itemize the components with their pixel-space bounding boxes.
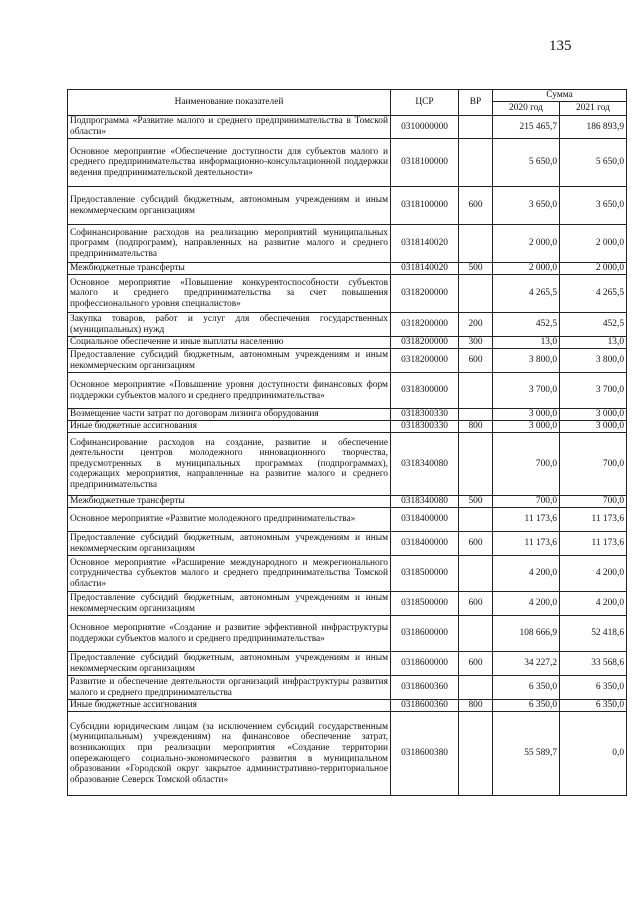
row-csr-code: 0318600380 <box>391 712 459 796</box>
row-amount-2021: 3 650,0 <box>560 187 627 225</box>
row-csr-code: 0318300330 <box>391 421 459 433</box>
header-2020: 2020 год <box>493 102 560 116</box>
row-amount-2020: 11 173,6 <box>493 508 560 532</box>
row-amount-2020: 3 800,0 <box>493 349 560 373</box>
row-csr-code: 0318340080 <box>391 433 459 496</box>
row-amount-2020: 34 227,2 <box>493 652 560 676</box>
table-row <box>68 508 627 532</box>
row-vr-code <box>459 225 493 263</box>
row-amount-2021: 0,0 <box>560 712 627 796</box>
row-amount-2020: 11 173,6 <box>493 532 560 556</box>
row-amount-2020: 3 700,0 <box>493 373 560 409</box>
row-name: Софинансирование расходов на реализацию мероприятий муниципальных программ (подпрограмм), направленных на развитие малого и среднего предпринимательства <box>68 225 391 263</box>
row-amount-2021: 4 265,5 <box>560 275 627 313</box>
row-name: Возмещение части затрат по договорам лизинга оборудования <box>68 409 391 421</box>
row-csr-code: 0318600000 <box>391 652 459 676</box>
row-csr-code: 0318140020 <box>391 263 459 275</box>
row-vr-code <box>459 676 493 700</box>
row-amount-2020: 13,0 <box>493 337 560 349</box>
row-vr-code: 800 <box>459 421 493 433</box>
row-csr-code: 0318340080 <box>391 496 459 508</box>
header-csr: ЦСР <box>391 90 459 116</box>
row-name: Субсидии юридическим лицам (за исключением субсидий государственным (муниципальным) учреждениям) на финансовое обеспечение затрат, возникающих при реализации мероприятия «Создание территории опережающего социально-экономического развития в муниципальном образовании «Городской округ закрытое административно-территориальное образование Северск Томской области» <box>68 712 391 796</box>
row-csr-code: 0318100000 <box>391 187 459 225</box>
row-amount-2021: 3 800,0 <box>560 349 627 373</box>
row-amount-2021: 6 350,0 <box>560 676 627 700</box>
table-row <box>68 275 627 313</box>
row-amount-2020: 6 350,0 <box>493 700 560 712</box>
table-row <box>68 712 627 796</box>
row-amount-2021: 700,0 <box>560 433 627 496</box>
row-amount-2020: 4 265,5 <box>493 275 560 313</box>
table-row <box>68 676 627 700</box>
row-amount-2021: 3 000,0 <box>560 421 627 433</box>
row-vr-code: 500 <box>459 496 493 508</box>
table-row <box>68 373 627 409</box>
row-vr-code: 300 <box>459 337 493 349</box>
row-vr-code <box>459 275 493 313</box>
row-vr-code: 600 <box>459 652 493 676</box>
row-csr-code: 0318200000 <box>391 337 459 349</box>
row-amount-2020: 6 350,0 <box>493 676 560 700</box>
row-name: Социальное обеспечение и иные выплаты населению <box>68 337 391 349</box>
row-amount-2021: 11 173,6 <box>560 532 627 556</box>
row-vr-code <box>459 433 493 496</box>
row-name: Межбюджетные трансферты <box>68 496 391 508</box>
row-vr-code <box>459 508 493 532</box>
row-vr-code <box>459 116 493 139</box>
row-csr-code: 0318500000 <box>391 556 459 592</box>
row-csr-code: 0318300000 <box>391 373 459 409</box>
row-name: Основное мероприятие «Расширение международного и межрегионального сотрудничества субъектов малого и среднего предпринимательства Томской области» <box>68 556 391 592</box>
row-amount-2020: 700,0 <box>493 433 560 496</box>
table-row <box>68 409 627 421</box>
row-vr-code <box>459 556 493 592</box>
row-csr-code: 0318600360 <box>391 700 459 712</box>
row-csr-code: 0318200000 <box>391 349 459 373</box>
row-name: Закупка товаров, работ и услуг для обеспечения государственных (муниципальных) нужд <box>68 313 391 337</box>
row-name: Основное мероприятие «Повышение конкурентоспособности субъектов малого и среднего предпринимательства за счет повышения профессионального уровня специалистов» <box>68 275 391 313</box>
table-row <box>68 652 627 676</box>
row-amount-2021: 3 000,0 <box>560 409 627 421</box>
header-name: Наименование показателей <box>68 90 391 116</box>
row-name: Софинансирование расходов на создание, развитие и обеспечение деятельности центров молодежного инновационного творчества, предусмотренных в муниципальных программах (подпрограммах), содержащих мероприятия, направленные на развитие малого и среднего предпринимательства <box>68 433 391 496</box>
table-row <box>68 421 627 433</box>
row-vr-code: 600 <box>459 349 493 373</box>
table-row <box>68 263 627 275</box>
row-amount-2021: 186 893,9 <box>560 116 627 139</box>
row-name: Основное мероприятие «Создание и развитие эффективной инфраструктуры поддержки субъектов малого и среднего предпринимательства» <box>68 616 391 652</box>
row-name: Иные бюджетные ассигнования <box>68 700 391 712</box>
row-amount-2021: 4 200,0 <box>560 592 627 616</box>
row-csr-code: 0318100000 <box>391 139 459 187</box>
row-vr-code <box>459 373 493 409</box>
row-amount-2020: 3 650,0 <box>493 187 560 225</box>
table-row <box>68 313 627 337</box>
row-name: Предоставление субсидий бюджетным, автономным учреждениям и иным некоммерческим организациям <box>68 532 391 556</box>
table-row <box>68 225 627 263</box>
row-amount-2021: 452,5 <box>560 313 627 337</box>
row-amount-2021: 13,0 <box>560 337 627 349</box>
table-row <box>68 532 627 556</box>
table-row <box>68 349 627 373</box>
row-vr-code <box>459 409 493 421</box>
row-csr-code: 0318200000 <box>391 313 459 337</box>
row-name: Иные бюджетные ассигнования <box>68 421 391 433</box>
row-csr-code: 0318400000 <box>391 532 459 556</box>
row-name: Предоставление субсидий бюджетным, автономным учреждениям и иным некоммерческим организациям <box>68 652 391 676</box>
row-name: Межбюджетные трансферты <box>68 263 391 275</box>
table-row <box>68 116 627 139</box>
table-body <box>68 116 627 796</box>
row-vr-code: 600 <box>459 187 493 225</box>
row-amount-2020: 452,5 <box>493 313 560 337</box>
row-amount-2021: 11 173,6 <box>560 508 627 532</box>
row-amount-2021: 2 000,0 <box>560 263 627 275</box>
table-row <box>68 187 627 225</box>
row-name: Предоставление субсидий бюджетным, автономным учреждениям и иным некоммерческим организациям <box>68 187 391 225</box>
table-row <box>68 700 627 712</box>
table-row <box>68 496 627 508</box>
row-amount-2020: 215 465,7 <box>493 116 560 139</box>
row-amount-2021: 52 418,6 <box>560 616 627 652</box>
row-vr-code: 200 <box>459 313 493 337</box>
row-amount-2021: 3 700,0 <box>560 373 627 409</box>
table-row <box>68 139 627 187</box>
row-vr-code: 800 <box>459 700 493 712</box>
row-amount-2020: 5 650,0 <box>493 139 560 187</box>
row-amount-2020: 108 666,9 <box>493 616 560 652</box>
row-name: Основное мероприятие «Обеспечение доступности для субъектов малого и среднего предпринимательства информационно-консультационной поддержки ведения предпринимательской деятельности» <box>68 139 391 187</box>
row-amount-2020: 4 200,0 <box>493 592 560 616</box>
row-csr-code: 0318400000 <box>391 508 459 532</box>
row-csr-code: 0318300330 <box>391 409 459 421</box>
row-csr-code: 0318500000 <box>391 592 459 616</box>
row-csr-code: 0318600360 <box>391 676 459 700</box>
header-sum: Сумма <box>493 90 627 102</box>
row-amount-2021: 700,0 <box>560 496 627 508</box>
row-vr-code <box>459 139 493 187</box>
row-amount-2020: 3 000,0 <box>493 421 560 433</box>
row-vr-code <box>459 712 493 796</box>
row-name: Основное мероприятие «Развитие молодежного предпринимательства» <box>68 508 391 532</box>
row-name: Основное мероприятие «Повышение уровня доступности финансовых форм поддержки субъектов малого и среднего предпринимательства» <box>68 373 391 409</box>
row-amount-2020: 4 200,0 <box>493 556 560 592</box>
row-vr-code: 500 <box>459 263 493 275</box>
row-csr-code: 0318200000 <box>391 275 459 313</box>
budget-table <box>67 89 627 796</box>
row-amount-2021: 2 000,0 <box>560 225 627 263</box>
table-row <box>68 592 627 616</box>
row-name: Предоставление субсидий бюджетным, автономным учреждениям и иным некоммерческим организациям <box>68 349 391 373</box>
table-row <box>68 556 627 592</box>
row-name: Развитие и обеспечение деятельности организаций инфраструктуры развития малого и среднего предпринимательства <box>68 676 391 700</box>
header-2021: 2021 год <box>560 102 627 116</box>
row-name: Предоставление субсидий бюджетным, автономным учреждениям и иным некоммерческим организациям <box>68 592 391 616</box>
row-vr-code <box>459 616 493 652</box>
header-vr: ВР <box>459 90 493 116</box>
row-amount-2020: 700,0 <box>493 496 560 508</box>
row-csr-code: 0318140020 <box>391 225 459 263</box>
row-vr-code: 600 <box>459 532 493 556</box>
row-name: Подпрограмма «Развитие малого и среднего предпринимательства в Томской области» <box>68 116 391 139</box>
table-row <box>68 337 627 349</box>
table-row <box>68 433 627 496</box>
row-amount-2021: 6 350,0 <box>560 700 627 712</box>
row-csr-code: 0318600000 <box>391 616 459 652</box>
row-csr-code: 0310000000 <box>391 116 459 139</box>
row-amount-2020: 2 000,0 <box>493 263 560 275</box>
row-amount-2020: 55 589,7 <box>493 712 560 796</box>
table-row <box>68 616 627 652</box>
row-amount-2021: 4 200,0 <box>560 556 627 592</box>
page-number: 135 <box>549 38 572 54</box>
row-amount-2020: 2 000,0 <box>493 225 560 263</box>
row-amount-2020: 3 000,0 <box>493 409 560 421</box>
row-amount-2021: 33 568,6 <box>560 652 627 676</box>
row-amount-2021: 5 650,0 <box>560 139 627 187</box>
row-vr-code: 600 <box>459 592 493 616</box>
